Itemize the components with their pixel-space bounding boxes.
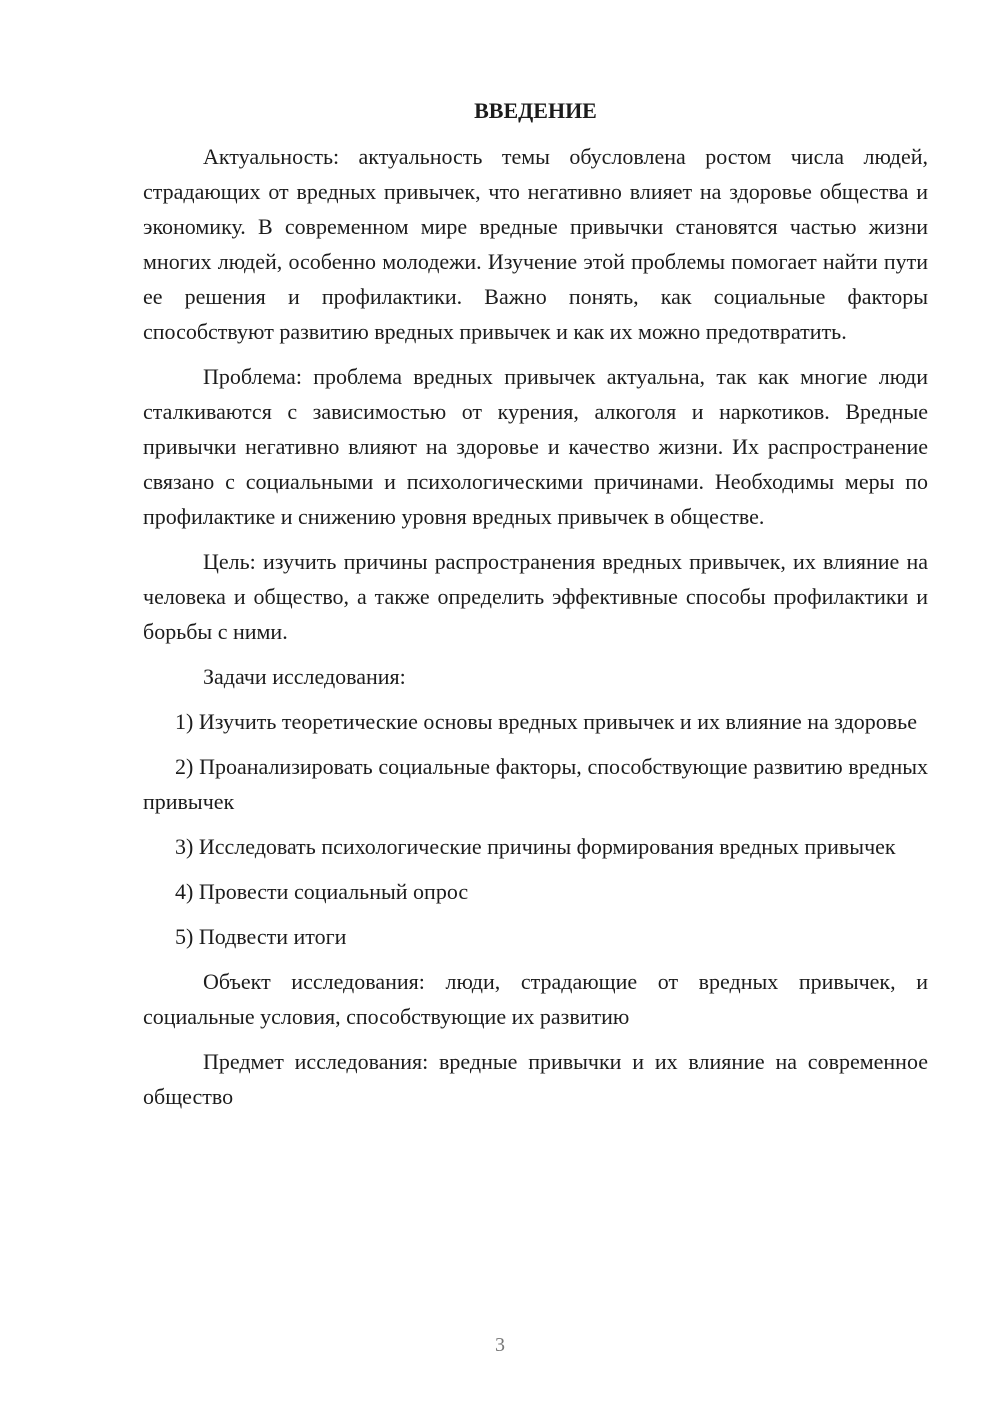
task-item: 4) Провести социальный опрос: [175, 879, 469, 904]
subject-paragraph: Предмет исследования: вредные привычки и их влияние на современное общество: [143, 1049, 928, 1109]
task-item: 5) Подвести итоги: [175, 924, 347, 949]
goal-paragraph: Цель: изучить причины распространения вредных привычек, их влияние на человека и общество, а также определить эффективные способы профилактики и борьбы с ними.: [143, 549, 928, 644]
problem-paragraph: Проблема: проблема вредных привычек актуальна, так как многие люди сталкиваются с зависимостью от курения, алкоголя и наркотиков. Вредные привычки негативно влияют на здоровье и качество жизни. Их распространение связано с социальными и психологическими причинами. Необходимы меры по профилактике и снижению уровня вредных привычек в обществе.: [143, 364, 928, 529]
task-item: 2) Проанализировать социальные факторы, способствующие развитию вредных привычек: [143, 754, 928, 814]
relevance-paragraph: Актуальность: актуальность темы обусловлена ростом числа людей, страдающих от вредных привычек, что негативно влияет на здоровье общества и экономику. В современном мире вредные привычки становятся частью жизни многих людей, особенно молодежи. Изучение этой проблемы помогает найти пути ее решения и профилактики. Важно понять, как социальные факторы способствуют развитию вредных привычек и как их можно предотвратить.: [143, 144, 928, 344]
page-title: ВВЕДЕНИЕ: [474, 98, 597, 123]
object-paragraph: Объект исследования: люди, страдающие от вредных привычек, и социальные условия, способствующие их развитию: [143, 969, 928, 1029]
page-body: [143, 96, 928, 1124]
task-item: 3) Исследовать психологические причины формирования вредных привычек: [175, 834, 896, 859]
page-number: 3: [495, 1334, 505, 1356]
task-item: 1) Изучить теоретические основы вредных привычек и их влияние на здоровье: [175, 709, 917, 734]
tasks-heading: Задачи исследования:: [203, 664, 406, 689]
